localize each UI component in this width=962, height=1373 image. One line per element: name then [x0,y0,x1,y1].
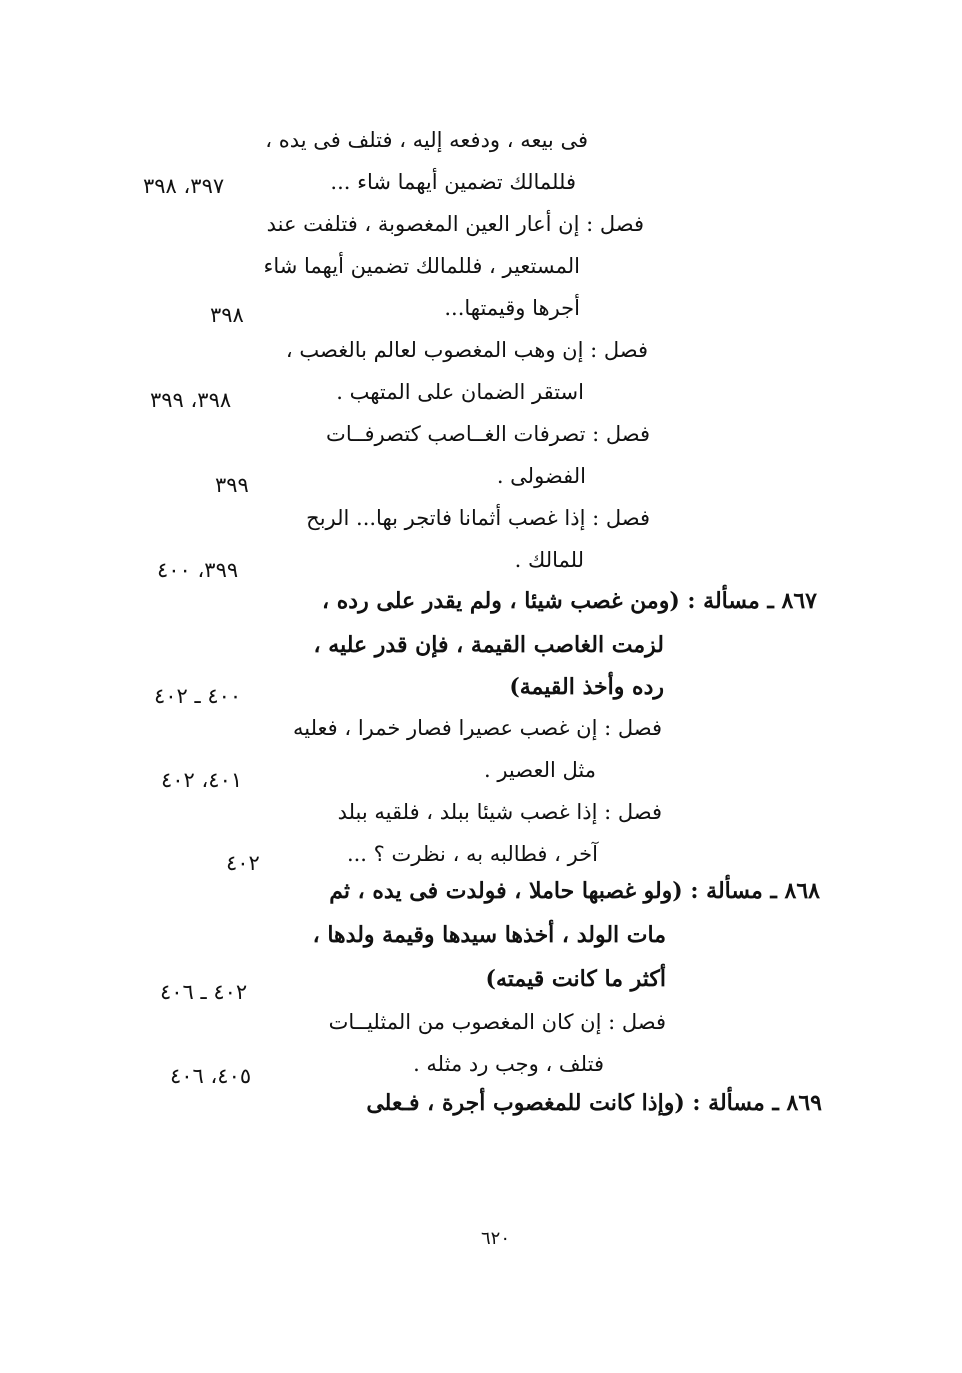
index-entry-line: فصل : إن غصب عصيرا فصار خمرا ، فعليه [292,716,662,740]
index-entry-line: آخر ، فطالبه به ، نظرت ؟ ... [346,842,598,866]
page-reference: ٤٠٢ [226,851,260,875]
page-reference: ٣٩٩، ٤٠٠ [157,558,239,582]
masala-line: رده وأخذ القيمة) [509,674,664,700]
masala-heading: ٨٦٩ ـ مسألة : (وإذا كانت للمغصوب أجرة ، فـعلى [366,1090,822,1116]
index-entry-line: الفضولى . [496,464,586,488]
page-reference: ٣٩٩ [215,473,249,497]
page-reference: ٣٩٨، ٣٩٩ [150,388,232,412]
index-entry-line: أجرها وقيمتها... [444,296,580,320]
index-entry-line: فتلف ، وجب رد مثله . [413,1052,604,1076]
index-entry-line: للمالك . [514,548,584,572]
page-reference: ٤٠٠ ـ ٤٠٢ [154,684,242,708]
page-reference: ٤٠٢ ـ ٤٠٦ [160,980,248,1004]
index-entry-line: فصل : إن أعار العين المغصوبة ، فتلفت عند [266,212,644,236]
page-reference: ٣٩٧، ٣٩٨ [143,174,225,198]
index-entry-line: فصل : تصرفات الغــاصب كتصرفــات [326,422,650,446]
index-entry-line: فصل : إذا غصب أثمانا فاتجر بها... الربح [306,506,650,530]
page-reference: ٤٠٥، ٤٠٦ [170,1064,252,1088]
index-entry-line: فصل : إذا غصب شيئا ببلد ، فلقيه ببلد [337,800,662,824]
index-entry-line: فصل : إن كان المغصوب من المثليــات [328,1010,666,1034]
index-entry-line: استقر الضمان على المتهب . [336,380,584,404]
masala-line: مات الولد ، أخذها سيدها وقيمة ولدها ، [312,922,666,948]
index-entry-line: فى بيعه ، ودفعه إليه ، فتلف فى يده ، [265,128,588,152]
page-reference: ٤٠١، ٤٠٢ [161,768,243,792]
masala-heading: ٨٦٧ ـ مسألة : (ومن غصب شيئا ، ولم يقدر على رده ، [322,588,817,614]
index-entry-line: فصل : إن وهب المغصوب لعالم بالغصب ، [285,338,648,362]
masala-heading: ٨٦٨ ـ مسألة : (ولو غصبها حاملا ، فولدت فى يده ، ثم [329,878,820,904]
masala-line: لزمت الغاصب القيمة ، فإن قدر عليه ، [313,632,664,658]
index-entry-line: المستعير ، فللمالك تضمين أيهما شاء [263,254,580,278]
index-entry-line: مثل العصير . [483,758,596,782]
masala-line: أكثر ما كانت قيمته) [485,966,666,992]
index-entry-line: فللمالك تضمين أيهما شاء ... [330,170,576,194]
page-number: ٦٢٠ [481,1228,511,1249]
page-reference: ٣٩٨ [210,303,244,327]
